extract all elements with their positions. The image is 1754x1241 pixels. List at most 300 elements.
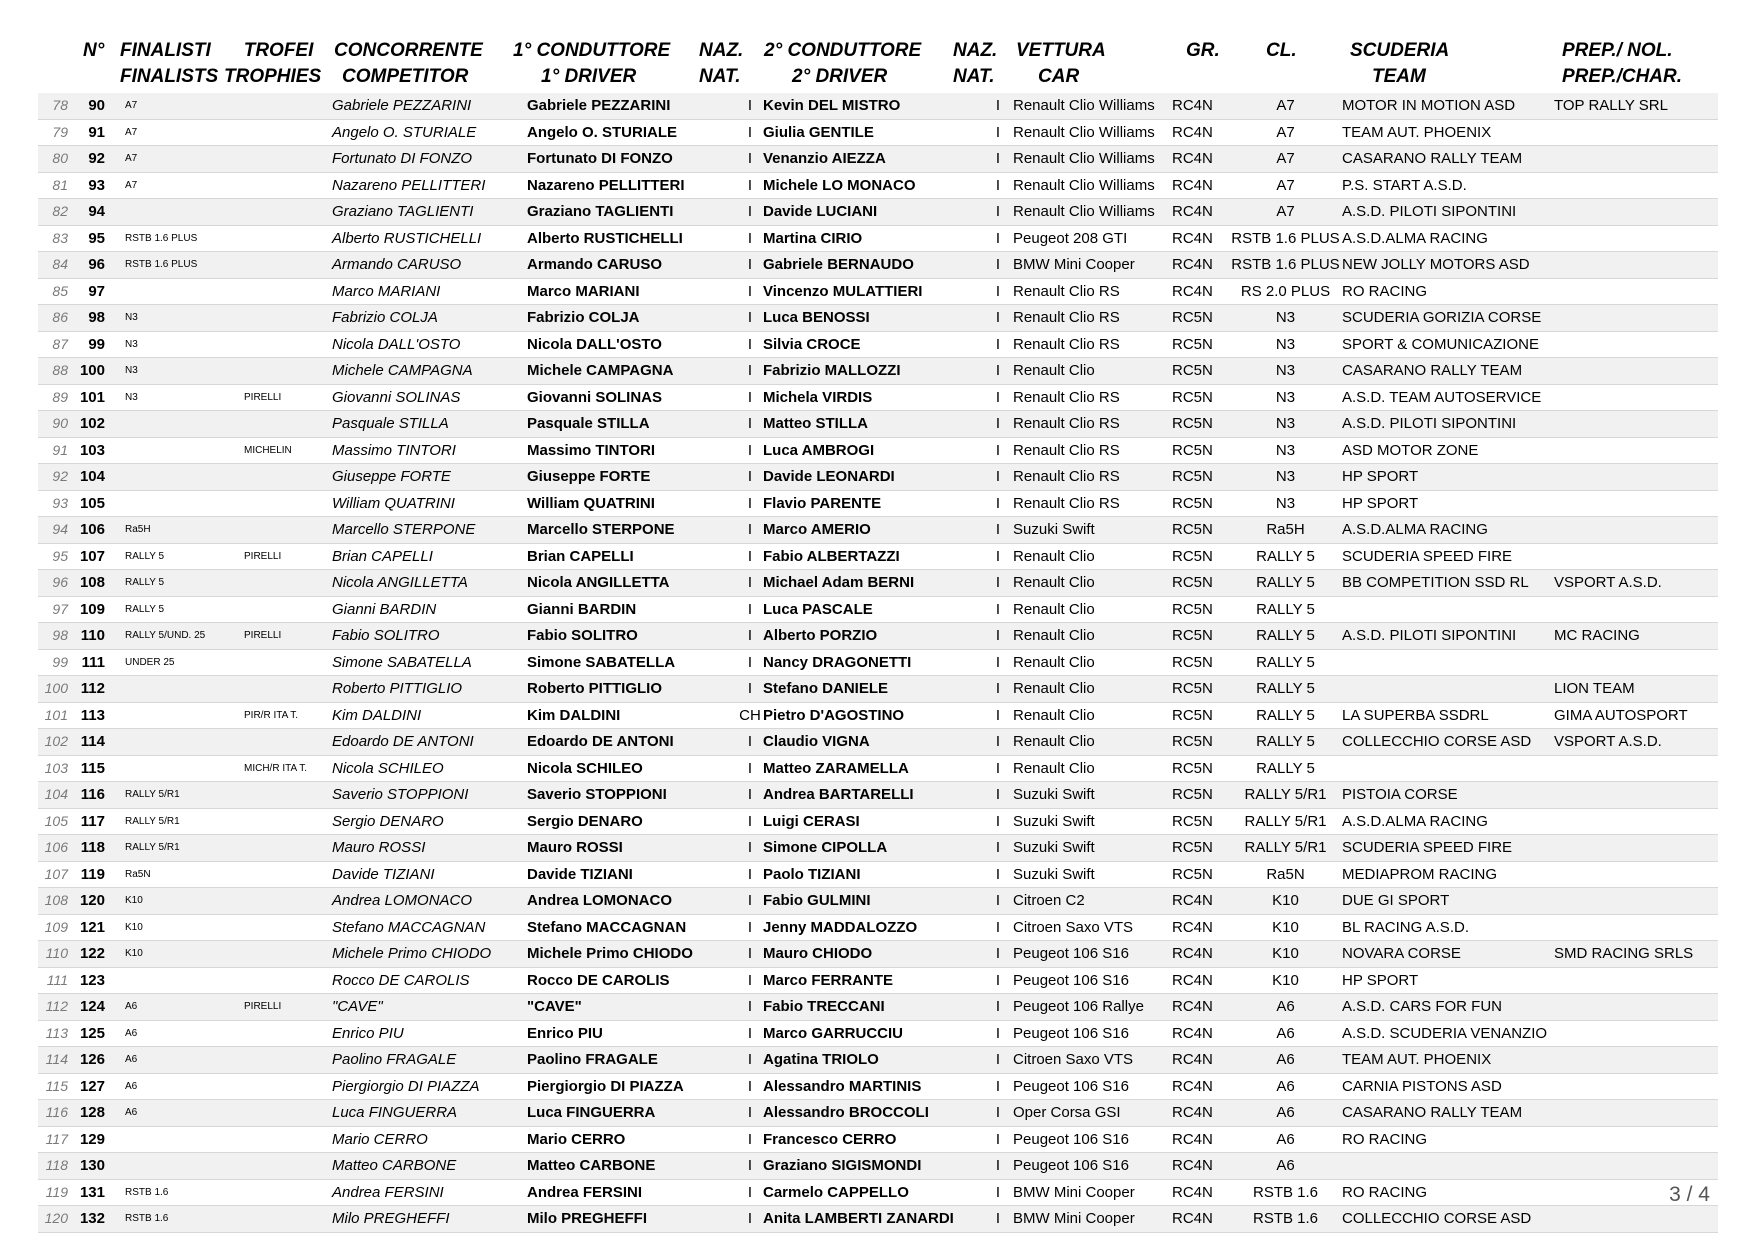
first-driver-name: Mauro ROSSI <box>527 839 623 856</box>
finalist-class: A7 <box>125 179 138 191</box>
second-driver-nationality: I <box>995 203 1001 220</box>
table-row <box>38 120 1718 147</box>
class: RALLY 5 <box>1256 574 1315 591</box>
first-driver-name: Matteo CARBONE <box>527 1157 656 1174</box>
car-number: 129 <box>79 1130 105 1148</box>
car-model: Peugeot 208 GTI <box>1013 229 1128 247</box>
row-index: 112 <box>45 998 68 1014</box>
first-driver-name: Marco MARIANI <box>527 282 640 300</box>
second-driver-nationality: I <box>995 150 1001 167</box>
header-car-it: VETTURA <box>1016 40 1106 61</box>
group: RC4N <box>1172 1130 1213 1148</box>
header-car <box>1016 38 1106 90</box>
table-row <box>38 782 1718 809</box>
team-name: SCUDERIA GORIZIA CORSE <box>1342 309 1542 326</box>
row-index: 89 <box>52 388 68 405</box>
class: RALLY 5 <box>1256 680 1315 697</box>
first-driver-name: Simone SABATELLA <box>527 653 676 671</box>
header-trophies-it: TROFEI <box>243 40 314 61</box>
team-name: MEDIAPROM RACING <box>1342 865 1498 883</box>
car-model: Renault Clio Williams <box>1013 97 1155 114</box>
second-driver-nationality: I <box>995 627 1001 644</box>
car-number: 102 <box>79 415 105 432</box>
table-row <box>38 809 1718 836</box>
car-model: Renault Clio <box>1013 733 1095 750</box>
car-number: 113 <box>80 706 105 724</box>
header-prep-it: PREP./ NOL. <box>1562 40 1673 61</box>
row-index: 92 <box>52 468 68 484</box>
row-index: 97 <box>52 600 68 617</box>
team-name: RO RACING <box>1342 1130 1428 1148</box>
competitor-name: Fortunato DI FONZO <box>332 150 473 167</box>
car-model: Renault Clio <box>1013 653 1095 671</box>
row-index: 86 <box>52 309 68 325</box>
car-model: Peugeot 106 Rallye <box>1013 998 1144 1015</box>
group: RC4N <box>1172 256 1213 273</box>
table-row <box>38 1206 1718 1233</box>
car-model: BMW Mini Cooper <box>1013 1183 1135 1201</box>
car-model: Renault Clio RS <box>1013 335 1120 353</box>
group: RC5N <box>1172 627 1213 644</box>
group: RC4N <box>1172 918 1213 936</box>
first-driver-name: Kim DALDINI <box>527 706 621 724</box>
second-driver-nationality: I <box>995 1130 1001 1148</box>
table-row <box>38 491 1718 518</box>
class: RSTB 1.6 PLUS <box>1231 229 1340 247</box>
header-driver1-en: 1° DRIVER <box>541 66 637 87</box>
table-header <box>0 38 1754 94</box>
second-driver-name: Agatina TRIOLO <box>763 1051 879 1068</box>
car-model: Peugeot 106 S16 <box>1013 971 1129 989</box>
car-model: Citroen Saxo VTS <box>1013 1051 1134 1068</box>
class: A7 <box>1276 203 1295 220</box>
second-driver-nationality: I <box>995 1210 1001 1227</box>
row-index: 105 <box>44 812 68 829</box>
car-model: Renault Clio RS <box>1013 415 1120 432</box>
first-driver-name: Edoardo DE ANTONI <box>527 733 674 750</box>
first-driver-name: Giuseppe FORTE <box>527 468 651 485</box>
second-driver-nationality: I <box>995 680 1001 697</box>
first-driver-name: Mario CERRO <box>527 1130 626 1148</box>
class: A6 <box>1276 1024 1295 1042</box>
team-name: A.S.D.ALMA RACING <box>1342 521 1488 538</box>
second-driver-nationality: I <box>995 839 1001 856</box>
car-model: Renault Clio <box>1013 362 1095 379</box>
header-competitor-en: COMPETITOR <box>342 66 469 87</box>
car-number: 94 <box>88 203 105 220</box>
row-index: 78 <box>52 97 68 113</box>
car-number: 103 <box>79 441 105 459</box>
row-index: 81 <box>52 176 68 193</box>
table-row <box>38 729 1718 756</box>
car-number: 104 <box>79 468 105 485</box>
competitor-name: Nicola ANGILLETTA <box>332 574 468 591</box>
second-driver-nationality: I <box>995 388 1001 406</box>
competitor-name: Nicola SCHILEO <box>332 759 444 777</box>
finalist-class: RSTB 1.6 <box>125 1213 169 1224</box>
group: RC5N <box>1172 600 1213 618</box>
header-driver2 <box>764 38 921 90</box>
first-driver-nationality: I <box>747 335 753 353</box>
group: RC5N <box>1172 812 1213 830</box>
first-driver-name: Nicola DALL'OSTO <box>527 335 662 353</box>
finalist-class: N3 <box>125 338 138 350</box>
first-driver-name: Massimo TINTORI <box>527 441 656 459</box>
header-finalists <box>120 38 218 90</box>
row-index: 80 <box>52 150 68 166</box>
second-driver-nationality: I <box>995 706 1001 724</box>
first-driver-name: Milo PREGHEFFI <box>527 1210 647 1227</box>
second-driver-name: Alessandro MARTINIS <box>763 1077 922 1095</box>
row-index: 79 <box>52 123 68 140</box>
team-name: A.S.D. SCUDERIA VENANZIO <box>1342 1024 1548 1042</box>
table-row <box>38 305 1718 332</box>
competitor-name: Alberto RUSTICHELLI <box>332 229 482 247</box>
row-index: 118 <box>45 1157 68 1173</box>
first-driver-nationality: I <box>747 494 753 512</box>
team-name: A.S.D.ALMA RACING <box>1342 229 1488 247</box>
class: A6 <box>1276 998 1295 1015</box>
table-row <box>38 438 1718 465</box>
first-driver-name: Stefano MACCAGNAN <box>527 918 687 936</box>
first-driver-nationality: I <box>747 574 753 591</box>
car-number: 91 <box>88 123 105 141</box>
first-driver-name: Fabio SOLITRO <box>527 627 638 644</box>
team-name: A.S.D. PILOTI SIPONTINI <box>1342 627 1517 644</box>
header-trophies <box>224 38 321 90</box>
car-number: 114 <box>80 733 105 750</box>
row-index: 98 <box>52 627 68 643</box>
first-driver-name: Nicola ANGILLETTA <box>527 574 670 591</box>
team-name: CASARANO RALLY TEAM <box>1342 150 1523 167</box>
second-driver-name: Venanzio AIEZZA <box>763 150 886 167</box>
group: RC4N <box>1172 971 1213 989</box>
first-driver-nationality: I <box>747 627 753 644</box>
second-driver-nationality: I <box>995 892 1001 909</box>
team-name: A.S.D. CARS FOR FUN <box>1342 998 1503 1015</box>
competitor-name: Mauro ROSSI <box>332 839 426 856</box>
car-model: Peugeot 106 S16 <box>1013 1077 1129 1095</box>
first-driver-nationality: I <box>747 256 753 273</box>
second-driver-nationality: I <box>995 362 1001 379</box>
competitor-name: Rocco DE CAROLIS <box>332 971 470 989</box>
first-driver-nationality: I <box>747 839 753 856</box>
car-number: 105 <box>79 494 105 512</box>
car-number: 127 <box>79 1077 105 1095</box>
group: RC5N <box>1172 388 1213 406</box>
first-driver-nationality: I <box>747 653 753 671</box>
class: RALLY 5 <box>1256 733 1315 750</box>
table-row <box>38 650 1718 677</box>
first-driver-name: Sergio DENARO <box>527 812 643 830</box>
trophy: PIRELLI <box>244 550 282 562</box>
table-row <box>38 994 1718 1021</box>
car-model: Peugeot 106 S16 <box>1013 945 1129 962</box>
preparer: GIMA AUTOSPORT <box>1554 706 1688 724</box>
first-driver-nationality: I <box>747 203 753 220</box>
table-row <box>38 1074 1718 1101</box>
table-row <box>38 703 1718 730</box>
table-row <box>38 517 1718 544</box>
class: N3 <box>1275 335 1296 353</box>
header-group-label: GR. <box>1186 40 1220 61</box>
first-driver-nationality: I <box>747 1210 753 1227</box>
first-driver-nationality: I <box>747 1024 753 1042</box>
second-driver-name: Francesco CERRO <box>763 1130 897 1148</box>
table-row <box>38 888 1718 915</box>
trophy: PIRELLI <box>244 630 282 641</box>
car-model: Renault Clio <box>1013 706 1095 724</box>
class: N3 <box>1275 468 1296 485</box>
group: RC5N <box>1172 547 1213 565</box>
table-row <box>38 544 1718 571</box>
car-model: Citroen C2 <box>1013 892 1085 909</box>
header-competitor-it: CONCORRENTE <box>334 40 483 61</box>
second-driver-name: Luca PASCALE <box>763 600 873 618</box>
competitor-name: Giovanni SOLINAS <box>332 388 461 406</box>
car-number: 95 <box>88 229 105 247</box>
finalist-class: A7 <box>125 153 138 164</box>
second-driver-name: Matteo STILLA <box>763 415 868 432</box>
first-driver-name: Nicola SCHILEO <box>527 759 643 777</box>
competitor-name: "CAVE" <box>332 998 383 1015</box>
first-driver-nationality: I <box>747 733 753 750</box>
table-row <box>38 915 1718 942</box>
header-number <box>83 38 104 64</box>
first-driver-nationality: I <box>747 468 753 485</box>
car-number: 99 <box>88 335 105 353</box>
row-index: 111 <box>46 971 68 988</box>
second-driver-nationality: I <box>995 1104 1001 1121</box>
car-model: Peugeot 106 S16 <box>1013 1024 1129 1042</box>
competitor-name: Davide TIZIANI <box>332 865 435 883</box>
car-model: BMW Mini Cooper <box>1013 256 1135 273</box>
car-number: 120 <box>79 892 105 909</box>
finalist-class: Ra5N <box>125 868 151 880</box>
header-driver2-en: 2° DRIVER <box>792 66 888 87</box>
second-driver-name: Stefano DANIELE <box>763 680 889 697</box>
row-index: 84 <box>52 256 68 272</box>
car-model: Suzuki Swift <box>1013 521 1095 538</box>
group: RC4N <box>1172 97 1213 114</box>
row-index: 114 <box>45 1051 68 1067</box>
car-number: 96 <box>88 256 105 273</box>
car-number: 123 <box>79 971 105 989</box>
preparer: VSPORT A.S.D. <box>1554 733 1662 750</box>
row-index: 95 <box>52 547 68 564</box>
first-driver-nationality: I <box>747 97 753 114</box>
class: N3 <box>1275 415 1296 432</box>
class: A7 <box>1276 176 1295 194</box>
trophy: PIR/R ITA T. <box>244 709 299 721</box>
team-name: A.S.D. PILOTI SIPONTINI <box>1342 415 1517 432</box>
first-driver-nationality: I <box>747 600 753 618</box>
class: A7 <box>1276 97 1295 114</box>
class: A6 <box>1276 1104 1295 1121</box>
car-number: 98 <box>88 309 105 326</box>
table-row <box>38 252 1718 279</box>
competitor-name: Graziano TAGLIENTI <box>332 203 474 220</box>
car-model: Renault Clio RS <box>1013 309 1120 326</box>
class: N3 <box>1275 494 1296 512</box>
first-driver-nationality: I <box>747 680 753 697</box>
class: RSTB 1.6 <box>1252 1210 1319 1227</box>
second-driver-nationality: I <box>995 945 1001 962</box>
row-index: 115 <box>45 1077 68 1094</box>
competitor-name: Pasquale STILLA <box>332 415 449 432</box>
first-driver-name: Davide TIZIANI <box>527 865 633 883</box>
class: A6 <box>1276 1051 1295 1068</box>
row-index: 119 <box>45 1183 68 1200</box>
second-driver-name: Luca BENOSSI <box>763 309 870 326</box>
class: K10 <box>1272 892 1299 909</box>
car-model: Suzuki Swift <box>1013 865 1095 883</box>
second-driver-name: Fabio GULMINI <box>763 892 871 909</box>
group: RC4N <box>1172 1183 1213 1201</box>
car-model: Suzuki Swift <box>1013 839 1095 856</box>
class: K10 <box>1272 945 1299 962</box>
second-driver-name: Nancy DRAGONETTI <box>763 653 912 671</box>
group: RC5N <box>1172 335 1213 353</box>
row-index: 104 <box>44 786 68 802</box>
first-driver-nationality: I <box>747 1130 753 1148</box>
first-driver-nationality: I <box>747 1077 753 1095</box>
car-model: Suzuki Swift <box>1013 812 1095 830</box>
group: RC4N <box>1172 150 1213 167</box>
header-driver1-it: 1° CONDUTTORE <box>513 40 671 61</box>
competitor-name: Simone SABATELLA <box>332 653 472 671</box>
second-driver-name: Fabio TRECCANI <box>763 998 885 1015</box>
first-driver-nationality: I <box>747 865 753 883</box>
team-name: SCUDERIA SPEED FIRE <box>1342 547 1513 565</box>
second-driver-nationality: I <box>995 733 1001 750</box>
first-driver-nationality: I <box>747 388 753 406</box>
car-number: 132 <box>79 1210 105 1227</box>
second-driver-nationality: I <box>995 282 1001 300</box>
car-model: BMW Mini Cooper <box>1013 1210 1135 1227</box>
class: K10 <box>1272 918 1299 936</box>
first-driver-nationality: I <box>747 309 753 326</box>
second-driver-name: Vincenzo MULATTIERI <box>763 282 923 300</box>
header-nat2 <box>953 38 997 90</box>
team-name: A.S.D.ALMA RACING <box>1342 812 1488 830</box>
header-driver2-it: 2° CONDUTTORE <box>764 40 922 61</box>
row-index: 120 <box>44 1210 68 1226</box>
table-row <box>38 1047 1718 1074</box>
row-index: 101 <box>44 706 68 723</box>
row-index: 109 <box>44 918 68 935</box>
first-driver-name: "CAVE" <box>527 998 582 1015</box>
first-driver-name: William QUATRINI <box>527 494 655 512</box>
team-name: A.S.D. PILOTI SIPONTINI <box>1342 203 1517 220</box>
car-number: 122 <box>79 945 105 962</box>
class: N3 <box>1275 441 1296 459</box>
first-driver-nationality: I <box>747 812 753 830</box>
second-driver-nationality: I <box>995 441 1001 459</box>
second-driver-name: Mauro CHIODO <box>763 945 873 962</box>
team-name: A.S.D. TEAM AUTOSERVICE <box>1342 388 1542 406</box>
first-driver-name: Rocco DE CAROLIS <box>527 971 670 989</box>
table-row <box>38 968 1718 995</box>
second-driver-name: Simone CIPOLLA <box>763 839 888 856</box>
header-trophies-en: TROPHIES <box>224 66 322 87</box>
competitor-name: Brian CAPELLI <box>332 547 433 565</box>
first-driver-nationality: I <box>747 282 753 300</box>
second-driver-name: Alessandro BROCCOLI <box>763 1104 929 1121</box>
car-model: Renault Clio <box>1013 680 1095 697</box>
group: RC5N <box>1172 680 1213 697</box>
group: RC5N <box>1172 865 1213 883</box>
first-driver-name: Marcello STERPONE <box>527 521 675 538</box>
car-model: Renault Clio RS <box>1013 468 1120 485</box>
header-team-en: TEAM <box>1372 66 1426 87</box>
first-driver-name: Roberto PITTIGLIO <box>527 680 662 697</box>
group: RC4N <box>1172 892 1213 909</box>
header-nat2-it: NAZ. <box>953 40 998 61</box>
second-driver-name: Marco GARRUCCIU <box>763 1024 904 1042</box>
finalist-class: RSTB 1.6 <box>125 1186 169 1198</box>
team-name: SPORT & COMUNICAZIONE <box>1342 335 1539 353</box>
class: RALLY 5/R1 <box>1244 812 1327 830</box>
first-driver-nationality: I <box>747 1157 753 1174</box>
class: K10 <box>1272 971 1299 989</box>
group: RC5N <box>1172 733 1213 750</box>
car-number: 117 <box>80 812 105 830</box>
group: RC5N <box>1172 839 1213 856</box>
team-name: DUE GI SPORT <box>1342 892 1450 909</box>
table-row <box>38 93 1718 120</box>
car-number: 90 <box>88 97 105 114</box>
second-driver-nationality: I <box>995 176 1001 194</box>
table-row <box>38 332 1718 359</box>
first-driver-nationality: I <box>747 1183 753 1201</box>
finalist-class: K10 <box>125 895 143 906</box>
header-finalists-it: FINALISTI <box>120 40 211 61</box>
car-number: 124 <box>79 998 105 1015</box>
group: RC4N <box>1172 1104 1213 1121</box>
header-competitor <box>334 38 483 90</box>
row-index: 113 <box>45 1024 68 1041</box>
table-row <box>38 1127 1718 1154</box>
second-driver-nationality: I <box>995 123 1001 141</box>
table-row <box>38 1021 1718 1048</box>
competitor-name: William QUATRINI <box>332 494 455 512</box>
competitor-name: Giuseppe FORTE <box>332 468 451 485</box>
group: RC5N <box>1172 653 1213 671</box>
row-index: 83 <box>52 229 68 246</box>
competitor-name: Kim DALDINI <box>332 706 422 724</box>
car-number: 119 <box>80 865 105 883</box>
class: RSTB 1.6 PLUS <box>1231 256 1340 273</box>
group: RC4N <box>1172 998 1213 1015</box>
second-driver-name: Anita LAMBERTI ZANARDI <box>763 1210 954 1227</box>
car-model: Peugeot 106 S16 <box>1013 1130 1129 1148</box>
second-driver-name: Kevin DEL MISTRO <box>763 97 901 114</box>
team-name: CASARANO RALLY TEAM <box>1342 1104 1523 1121</box>
row-index: 88 <box>52 362 68 378</box>
class: RS 2.0 PLUS <box>1240 282 1331 300</box>
first-driver-name: Giovanni SOLINAS <box>527 388 663 406</box>
second-driver-nationality: I <box>995 521 1001 538</box>
row-index: 108 <box>44 892 68 908</box>
class: Ra5H <box>1266 521 1305 538</box>
car-model: Suzuki Swift <box>1013 786 1095 803</box>
group: RC5N <box>1172 441 1213 459</box>
first-driver-nationality: I <box>747 362 753 379</box>
team-name: TEAM AUT. PHOENIX <box>1342 1051 1492 1068</box>
competitor-name: Fabrizio COLJA <box>332 309 438 326</box>
finalist-class: A7 <box>125 126 138 138</box>
